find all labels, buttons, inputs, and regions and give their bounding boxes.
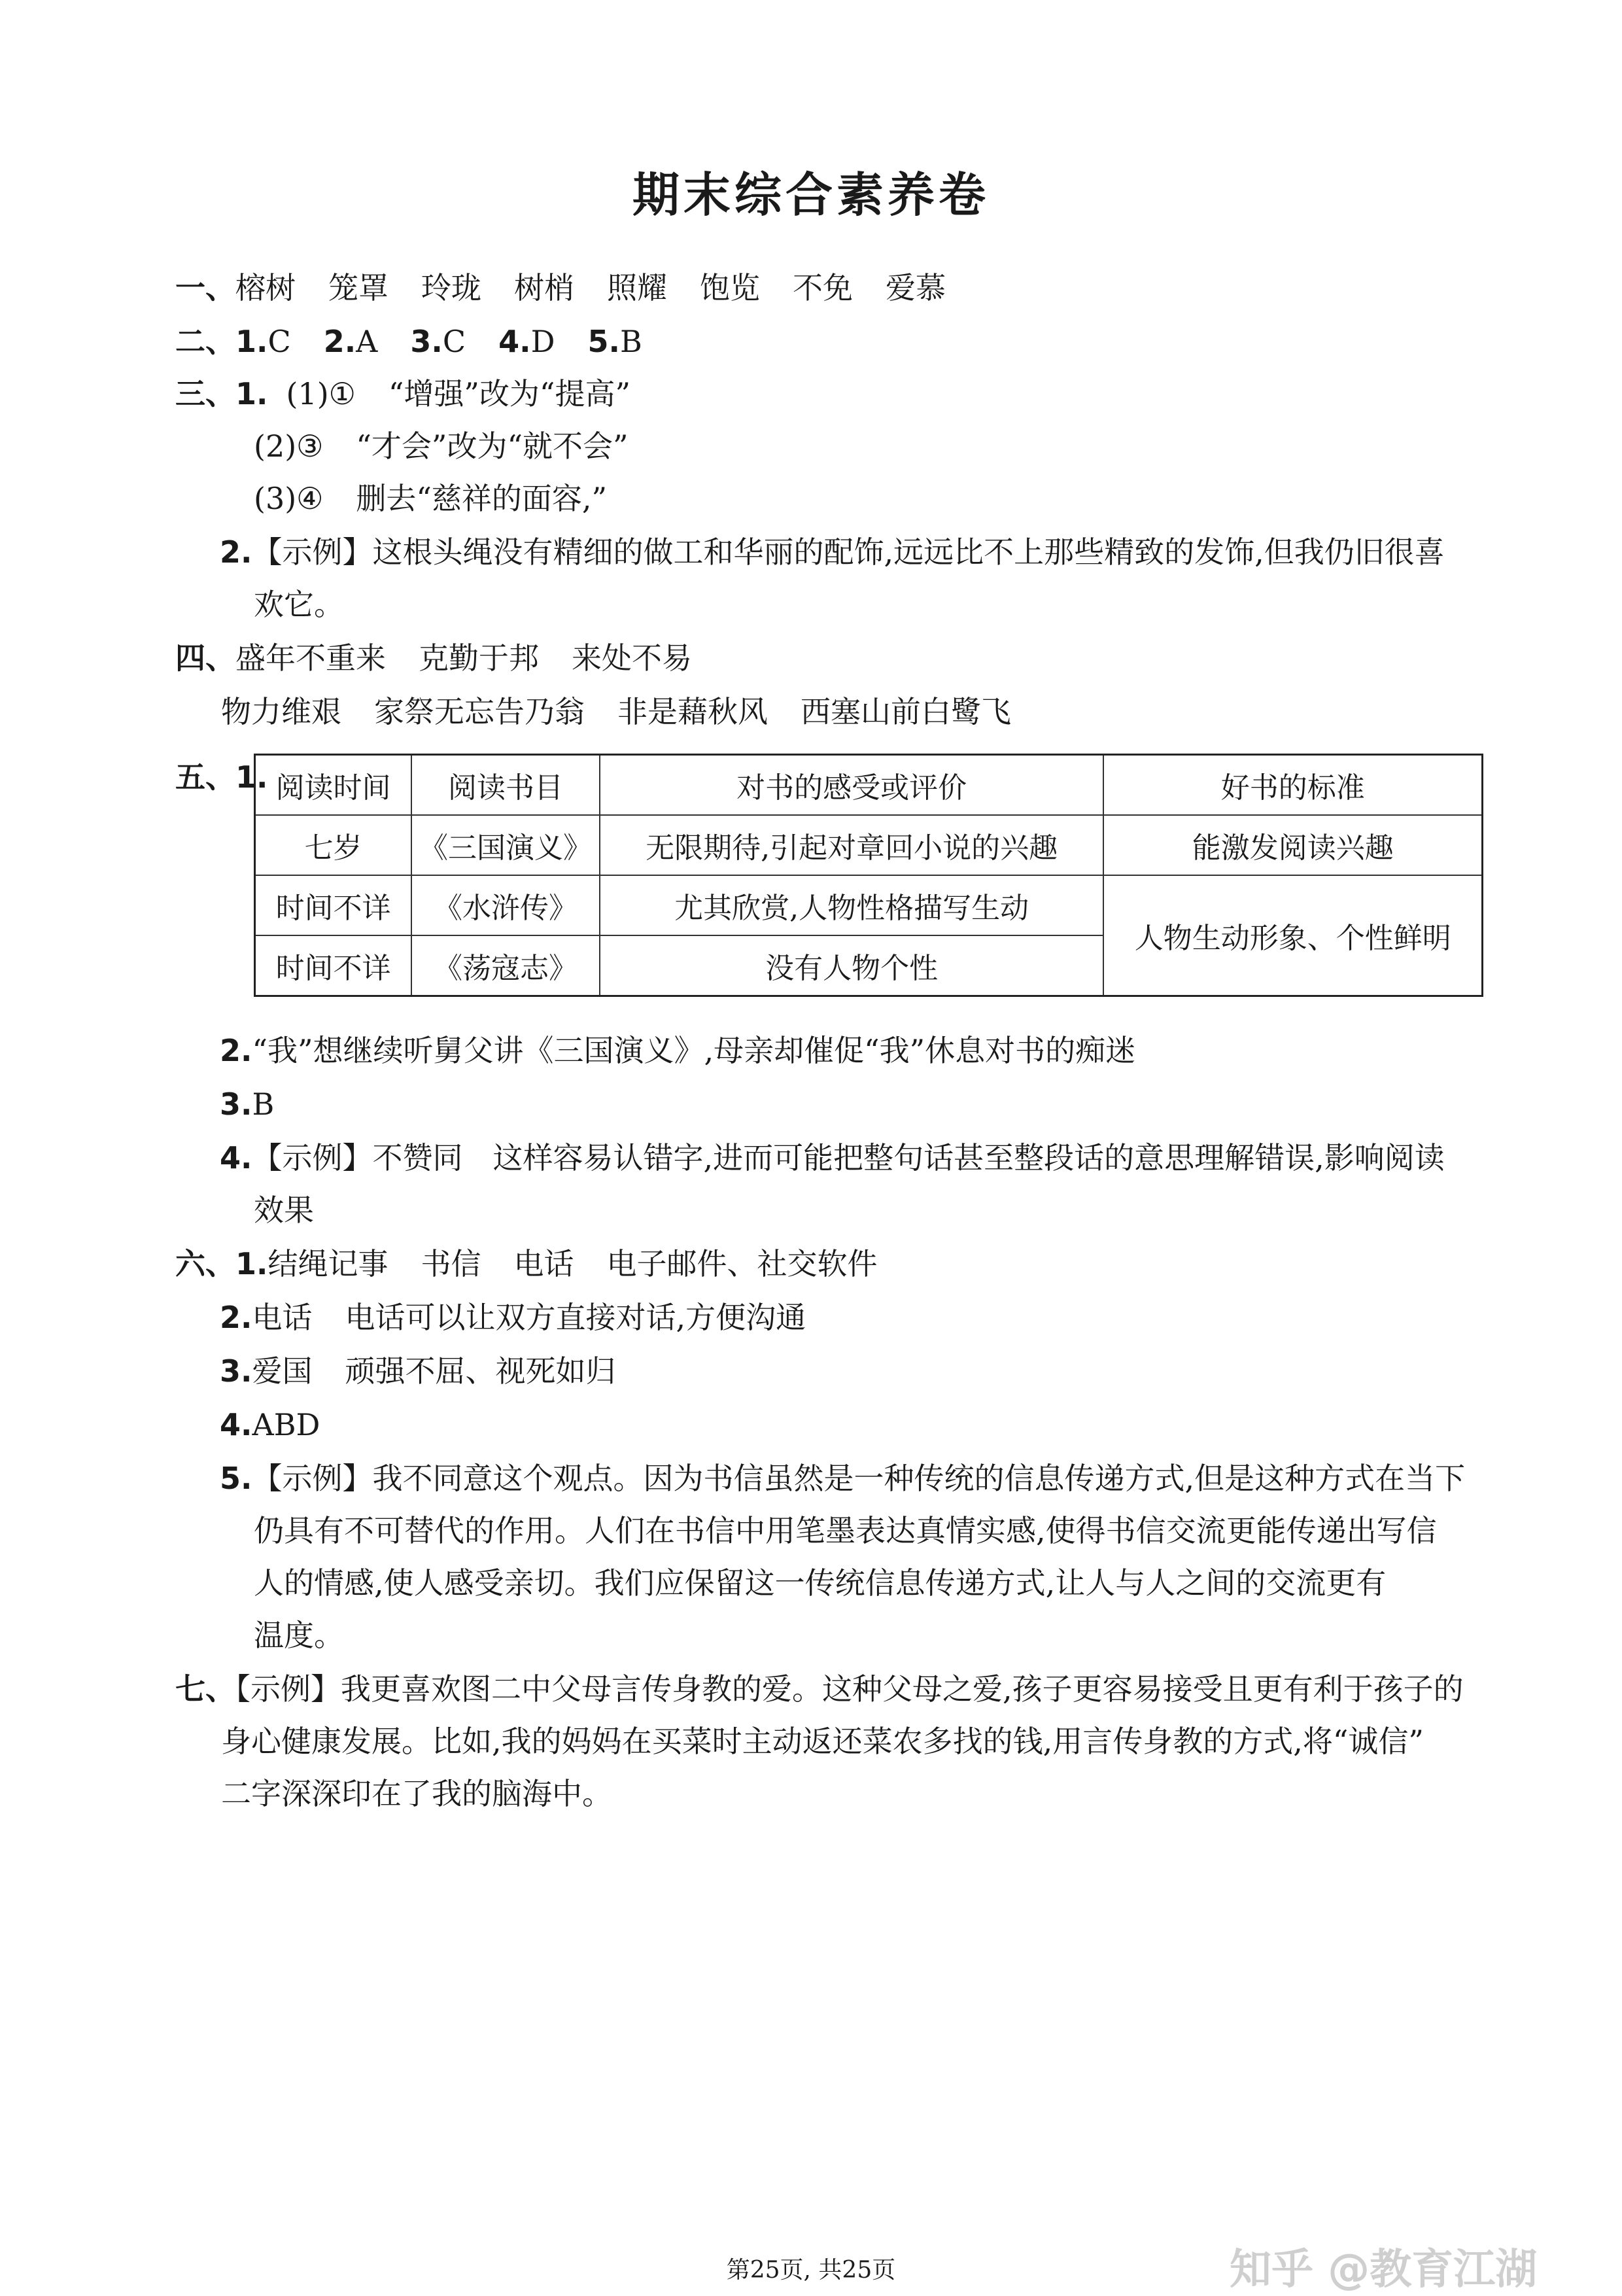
table-cell: 无限期待,引起对章回小说的兴趣 bbox=[600, 815, 1104, 875]
section-5-q4-line1 bbox=[220, 1138, 1445, 1177]
s2-num: 4. bbox=[498, 324, 531, 359]
s6-q3-item: 爱国 bbox=[252, 1353, 313, 1389]
section-3-q2-line1 bbox=[220, 532, 1445, 572]
s2-answer: C bbox=[442, 324, 466, 359]
section-4-label: 四、 bbox=[175, 640, 235, 676]
table-header-cell: 对书的感受或评价 bbox=[600, 755, 1104, 816]
section-1 bbox=[175, 268, 946, 307]
section-6-q2 bbox=[220, 1298, 806, 1337]
s4-phrase: 家祭无忘告乃翁 bbox=[374, 694, 585, 729]
s7-text: 【示例】我更喜欢图二中父母言传身教的爱。这种父母之爱,孩子更容易接受且更有利于孩子的 bbox=[235, 1671, 1464, 1707]
s3-q1-answer: “增强”改为“提高” bbox=[388, 376, 630, 411]
section-3-q1-line3 bbox=[254, 479, 607, 518]
section-6-q5-line2: 仍具有不可替代的作用。人们在书信中用笔墨表达真情实感,使得书信交流更能传递出写信 bbox=[254, 1513, 1437, 1548]
s2-num: 2. bbox=[323, 324, 356, 359]
table-cell: 没有人物个性 bbox=[600, 935, 1104, 996]
s3-q2-text: 【示例】这根头绳没有精细的做工和华丽的配饰,远远比不上那些精致的发饰,但我仍旧很喜 bbox=[252, 534, 1445, 570]
table-header-cell: 好书的标准 bbox=[1103, 755, 1482, 816]
table-row bbox=[255, 875, 1483, 935]
s2-num: 5. bbox=[587, 324, 620, 359]
s2-num: 3. bbox=[410, 324, 443, 359]
s6-q3-item: 顽强不屈、视死如归 bbox=[345, 1353, 616, 1389]
table-cell: 能激发阅读兴趣 bbox=[1103, 815, 1482, 875]
page-footer: 第25页, 共25页 bbox=[726, 2257, 896, 2284]
section-5-q3 bbox=[220, 1085, 274, 1124]
section-3-q1-line2 bbox=[254, 426, 628, 466]
s3-q1-item: (1)① bbox=[286, 376, 356, 411]
section-7-line1 bbox=[175, 1669, 1464, 1709]
table-cell: 尤其欣赏,人物性格描写生动 bbox=[600, 875, 1104, 935]
s1-word: 榕树 bbox=[235, 270, 296, 305]
section-5-q4-line2: 效果 bbox=[254, 1192, 314, 1228]
s3-q2-num: 2. bbox=[220, 534, 252, 570]
s1-word: 照耀 bbox=[607, 270, 667, 305]
table-cell: 《水浒传》 bbox=[411, 875, 600, 935]
section-6-q3 bbox=[220, 1351, 615, 1391]
s5-q1-num: 1. bbox=[235, 759, 268, 795]
section-6-q5-line3: 人的情感,使人感受亲切。我们应保留这一传统信息传递方式,让人与人之间的交流更有 bbox=[254, 1565, 1387, 1601]
s6-q2-item: 电话可以让双方直接对话,方便沟通 bbox=[345, 1300, 806, 1335]
table-header-cell: 阅读时间 bbox=[255, 755, 412, 816]
watermark: 知乎 @教育江湖 bbox=[1230, 2246, 1538, 2294]
s5-q2-text: “我”想继续听舅父讲《三国演义》,母亲却催促“我”休息对书的痴迷 bbox=[252, 1033, 1136, 1068]
s4-phrase: 西塞山前白鹭飞 bbox=[801, 694, 1011, 729]
section-6-q5-line1 bbox=[220, 1459, 1465, 1498]
table-cell: 七岁 bbox=[255, 815, 412, 875]
s6-q5-num: 5. bbox=[220, 1461, 252, 1496]
table-cell-merged: 人物生动形象、个性鲜明 bbox=[1103, 875, 1482, 996]
section-3-q1-line1 bbox=[175, 374, 630, 413]
table-cell: 时间不详 bbox=[255, 875, 412, 935]
section-7-label: 七、 bbox=[175, 1671, 235, 1707]
s5-q4-text: 【示例】不赞同 这样容易认错字,进而可能把整句话甚至整段话的意思理解错误,影响阅读 bbox=[252, 1140, 1445, 1175]
s1-word: 不免 bbox=[793, 270, 853, 305]
table-header-row bbox=[255, 755, 1483, 816]
s2-answer: B bbox=[619, 324, 642, 359]
section-3-label: 三、 bbox=[175, 376, 235, 411]
table-cell: 《三国演义》 bbox=[411, 815, 600, 875]
s6-q1-num: 1. bbox=[235, 1246, 268, 1281]
s3-q1-answer: 删去“慈祥的面容,” bbox=[356, 481, 608, 516]
s1-word: 饱览 bbox=[700, 270, 760, 305]
s3-q1-num: 1. bbox=[235, 376, 268, 411]
s6-q1-item: 结绳记事 bbox=[267, 1246, 388, 1281]
section-6-q1 bbox=[175, 1244, 877, 1283]
s2-num: 1. bbox=[235, 324, 268, 359]
table-cell: 时间不详 bbox=[255, 935, 412, 996]
section-6-q4 bbox=[220, 1405, 320, 1444]
s2-answer: C bbox=[267, 324, 291, 359]
s6-q4-text: ABD bbox=[252, 1407, 320, 1442]
s5-q3-num: 3. bbox=[220, 1087, 252, 1122]
s1-word: 笼罩 bbox=[328, 270, 388, 305]
section-4-row2 bbox=[221, 692, 1011, 731]
s3-q1-answer: “才会”改为“就不会” bbox=[356, 428, 629, 464]
section-5-label: 五、 bbox=[175, 759, 235, 795]
section-4-row1 bbox=[175, 638, 692, 678]
s6-q2-num: 2. bbox=[220, 1300, 252, 1335]
section-7-line2: 身心健康发展。比如,我的妈妈在买菜时主动返还菜农多找的钱,用言传身教的方式,将“诚信” bbox=[221, 1724, 1424, 1759]
section-1-label: 一、 bbox=[175, 270, 235, 305]
page-title: 期末综合素养卷 bbox=[632, 167, 990, 222]
s6-q1-item: 电子邮件、社交软件 bbox=[606, 1246, 878, 1281]
s5-q2-num: 2. bbox=[220, 1033, 252, 1068]
s4-phrase: 物力维艰 bbox=[221, 694, 341, 729]
section-3-q2-line2: 欢它。 bbox=[254, 587, 344, 622]
s6-q1-item: 书信 bbox=[421, 1246, 481, 1281]
table-row bbox=[255, 815, 1483, 875]
section-7-line3: 二字深深印在了我的脑海中。 bbox=[221, 1776, 612, 1811]
s1-word: 树梢 bbox=[514, 270, 574, 305]
s1-word: 爱慕 bbox=[886, 270, 946, 305]
section-2-label: 二、 bbox=[175, 324, 235, 359]
s2-answer: A bbox=[356, 324, 378, 359]
s4-phrase: 来处不易 bbox=[572, 640, 692, 676]
s1-word: 玲珑 bbox=[421, 270, 481, 305]
section-6-label: 六、 bbox=[175, 1246, 235, 1281]
s6-q3-num: 3. bbox=[220, 1353, 252, 1389]
reading-table bbox=[254, 754, 1483, 997]
s2-answer: D bbox=[530, 324, 555, 359]
section-5-q2 bbox=[220, 1031, 1135, 1070]
s4-phrase: 盛年不重来 bbox=[235, 640, 386, 676]
table-header-cell: 阅读书目 bbox=[411, 755, 600, 816]
s6-q1-item: 电话 bbox=[513, 1246, 574, 1281]
s4-phrase: 非是藉秋风 bbox=[617, 694, 768, 729]
s5-q4-num: 4. bbox=[220, 1140, 252, 1175]
s5-q3-text: B bbox=[252, 1087, 275, 1122]
s3-q1-item: (2)③ bbox=[254, 428, 324, 464]
section-2 bbox=[175, 322, 642, 361]
s4-phrase: 克勤于邦 bbox=[419, 640, 539, 676]
section-6-q5-line4: 温度。 bbox=[254, 1618, 344, 1653]
table-cell: 《荡寇志》 bbox=[411, 935, 600, 996]
s6-q2-item: 电话 bbox=[252, 1300, 313, 1335]
s6-q5-text: 【示例】我不同意这个观点。因为书信虽然是一种传统的信息传递方式,但是这种方式在当下 bbox=[252, 1461, 1466, 1496]
s6-q4-num: 4. bbox=[220, 1407, 252, 1442]
s3-q1-item: (3)④ bbox=[254, 481, 324, 516]
